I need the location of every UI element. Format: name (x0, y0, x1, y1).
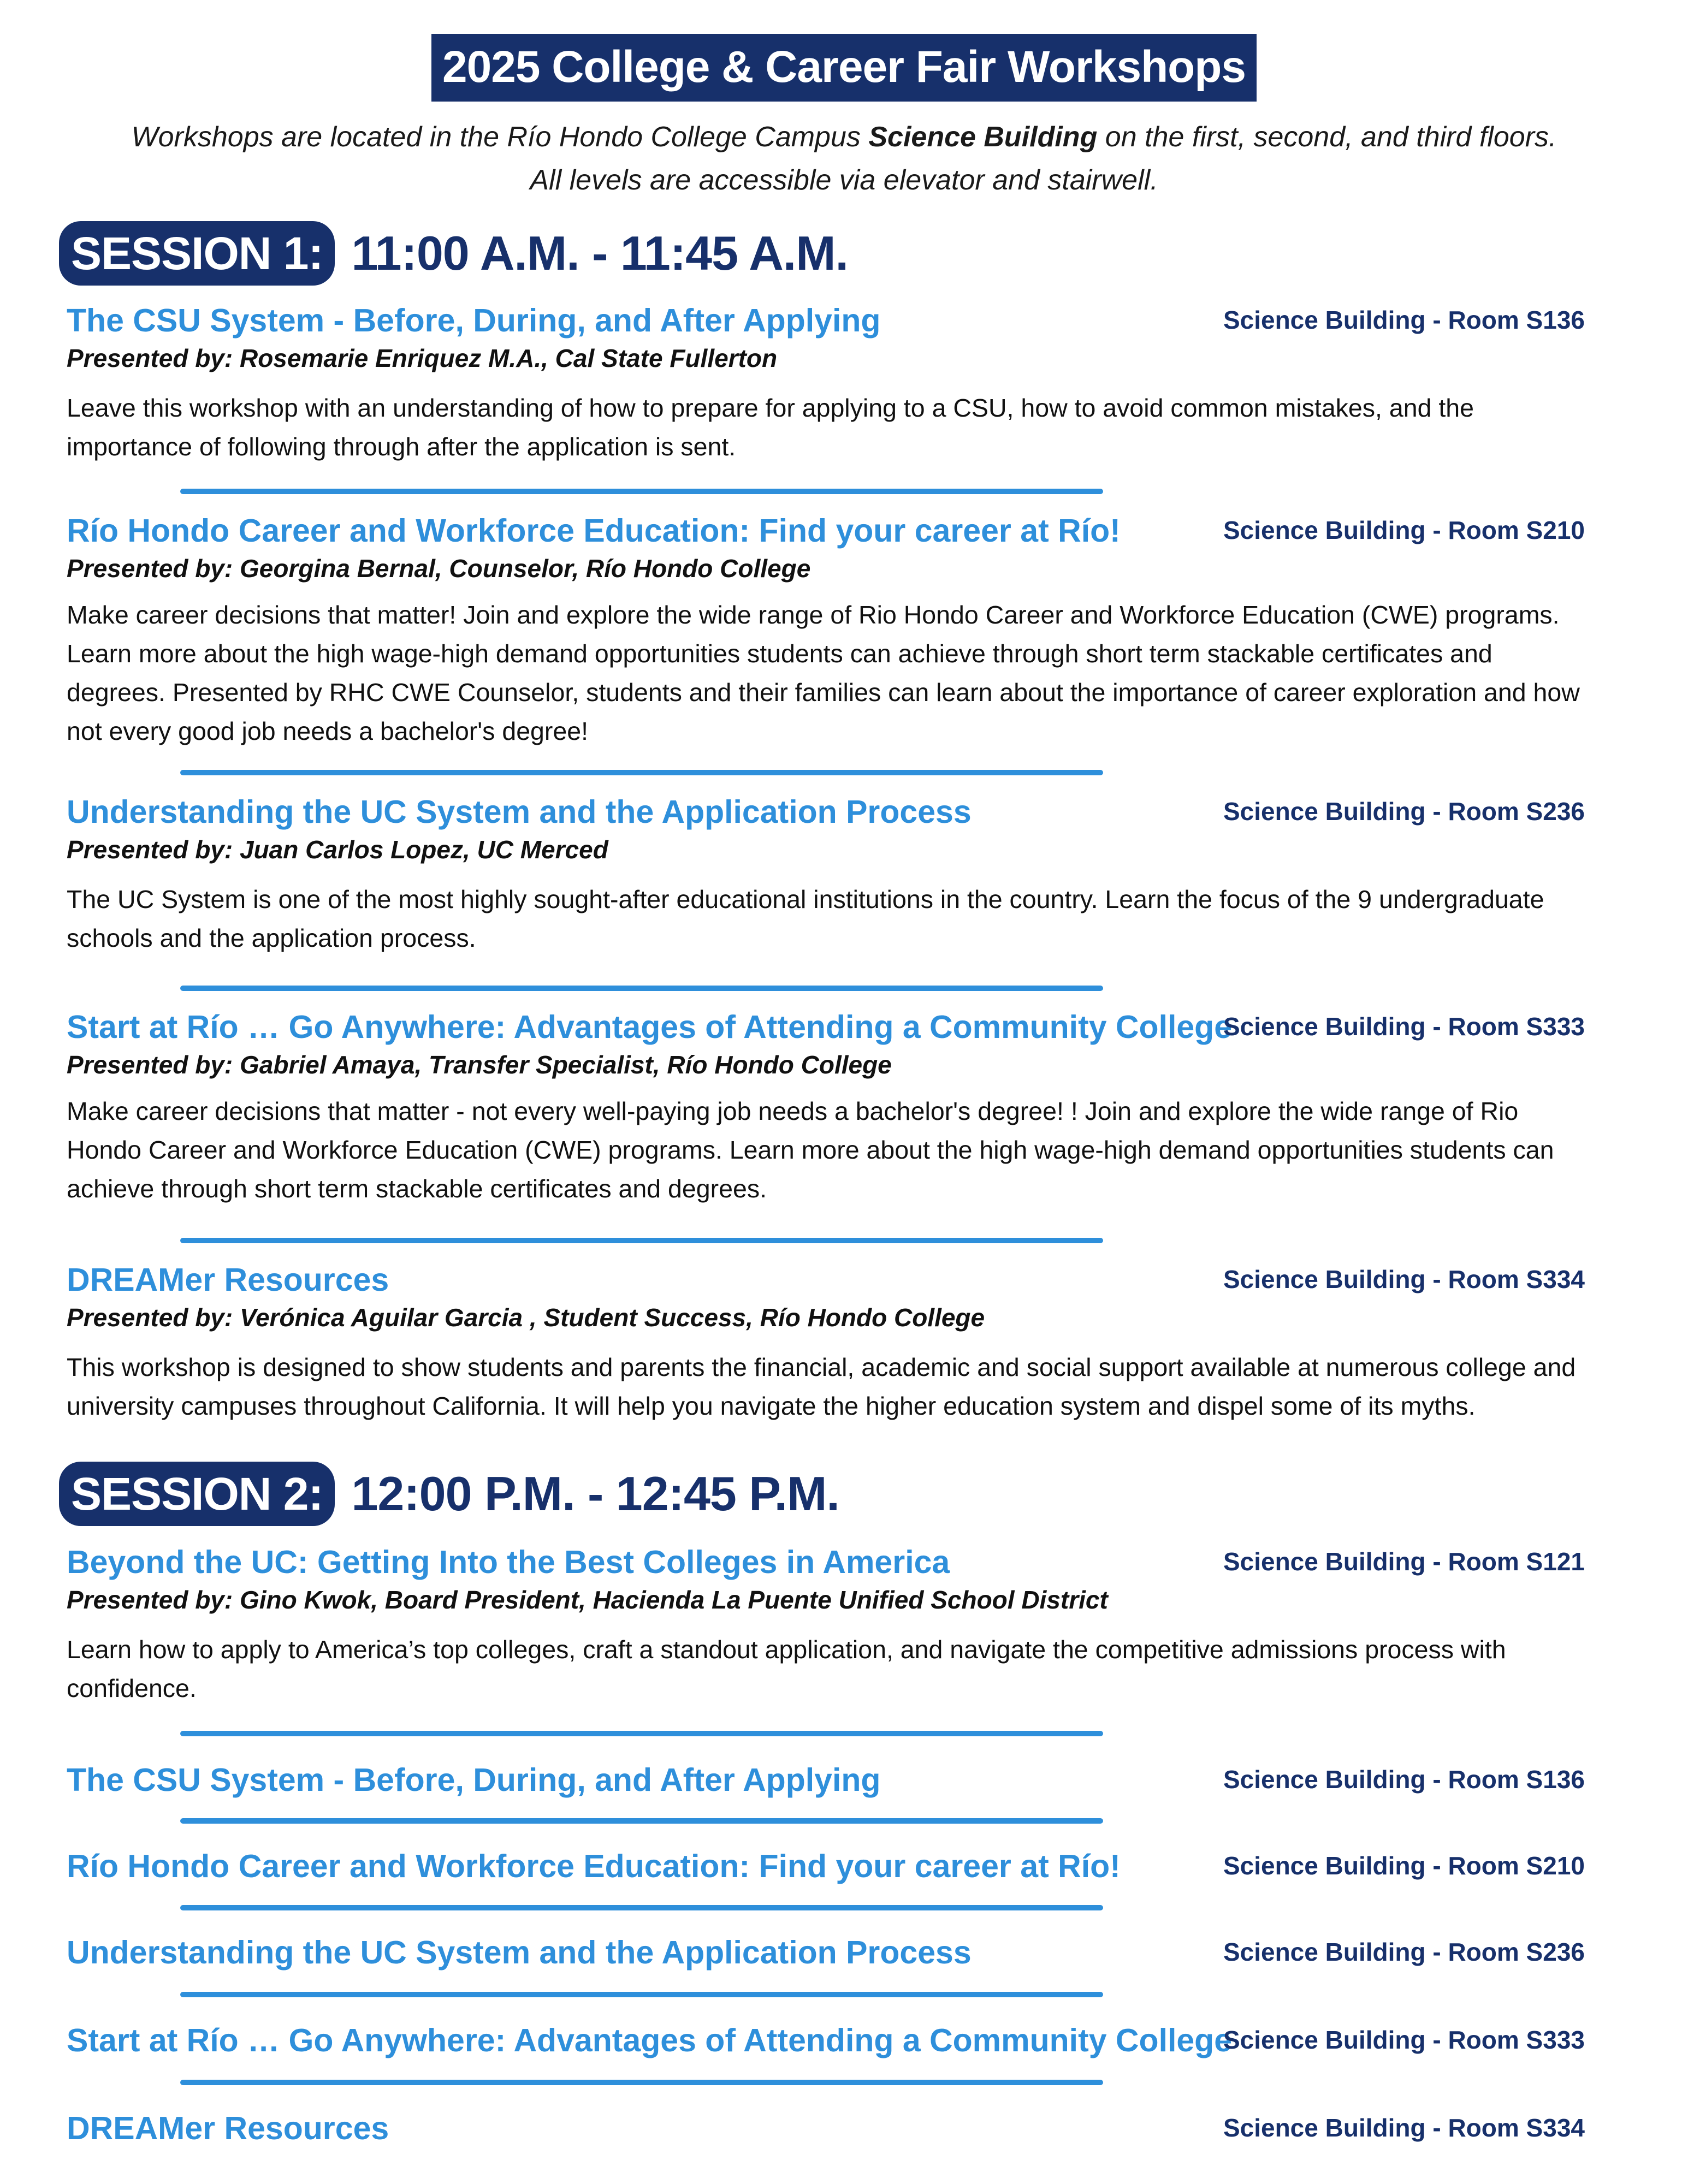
section-divider (180, 770, 1103, 775)
workshop-title: Start at Río … Go Anywhere: Advantages of Attending a Community College (67, 2022, 1233, 2058)
session-2-header (59, 1462, 839, 1526)
section-divider (180, 986, 1103, 991)
workshop-description: Learn how to apply to America’s top colleges, craft a standout application, and navigate the competitive admissions process with confidence. (67, 1635, 1506, 1702)
workshop-title: Beyond the UC: Getting Into the Best Colleges in America (67, 1544, 950, 1580)
subtitle-text: Workshops are located in the Río Hondo College Campus (131, 121, 869, 153)
workshop-s1-2 (67, 512, 1585, 751)
workshop-title: Río Hondo Career and Workforce Education: Find your career at Río! (67, 513, 1121, 549)
workshop-s2-5 (67, 2021, 1585, 2060)
workshop-description: Make career decisions that matter - not every well-paying job needs a bachelor's degree! ! Join and explore the wide range of Rio Hondo Career and Workforce Education (CWE) programs. Learn more about the high wage-high demand opportunities students can achieve through short term stackable certificates and degrees. (67, 1097, 1554, 1203)
workshop-presenter: Presented by: Verónica Aguilar Garcia , Student Success, Río Hondo College (67, 1303, 985, 1332)
workshop-room: Science Building - Room S236 (1223, 1938, 1585, 1966)
workshop-s1-3 (67, 793, 1585, 958)
section-divider (180, 2080, 1103, 2085)
workshop-room: Science Building - Room S210 (1223, 516, 1585, 544)
subtitle-line-2: All levels are accessible via elevator and stairwell. (530, 164, 1158, 196)
workshop-s2-3 (67, 1847, 1585, 1885)
section-divider (180, 1992, 1103, 1997)
workshop-room: Science Building - Room S136 (1223, 306, 1585, 334)
session-1-badge: SESSION 1: (59, 221, 335, 286)
page-title: 2025 College & Career Fair Workshops (431, 34, 1257, 102)
workshop-title: The CSU System - Before, During, and After Applying (67, 1762, 881, 1798)
title-wrap (0, 34, 1688, 102)
workshop-presenter: Presented by: Gino Kwok, Board President, Hacienda La Puente Unified School District (67, 1586, 1108, 1614)
section-divider (180, 489, 1103, 494)
workshop-title: DREAMer Resources (67, 2110, 389, 2146)
subtitle-building: Science Building (868, 121, 1098, 153)
section-divider (180, 1731, 1103, 1736)
workshop-description: Make career decisions that matter! Join and explore the wide range of Rio Hondo Career and Workforce Education (CWE) programs. Learn more about the high wage-high demand opportunities students can achieve through short term stackable certificates and degrees. Presented by RHC CWE Counselor, students and their families can learn about the importance of career exploration and how not every good job needs a bachelor's degree! (67, 601, 1580, 745)
workshop-room: Science Building - Room S136 (1223, 1765, 1585, 1794)
workshop-s2-6 (67, 2109, 1585, 2147)
session-2-badge: SESSION 2: (59, 1462, 335, 1526)
workshop-room: Science Building - Room S121 (1223, 1547, 1585, 1576)
workshop-description: This workshop is designed to show students and parents the financial, academic and social support available at numerous college and university campuses throughout California. It will help you navigate the higher education system and dispel some of its myths. (67, 1353, 1576, 1420)
workshop-room: Science Building - Room S210 (1223, 1851, 1585, 1880)
workshop-title: Start at Río … Go Anywhere: Advantages of Attending a Community College (67, 1009, 1233, 1045)
subtitle-line-1 (0, 116, 1688, 159)
workshop-presenter: Presented by: Rosemarie Enriquez M.A., Cal State Fullerton (67, 344, 778, 372)
session-2-time: 12:00 P.M. - 12:45 P.M. (351, 1467, 839, 1521)
workshop-title: Understanding the UC System and the Application Process (67, 1934, 972, 1971)
section-divider (180, 1905, 1103, 1910)
workshop-room: Science Building - Room S333 (1223, 1012, 1585, 1041)
workshop-s1-1 (67, 301, 1585, 466)
session-1-header (59, 221, 848, 286)
section-divider (180, 1818, 1103, 1824)
workshop-s2-1 (67, 1543, 1585, 1708)
session-1-time: 11:00 A.M. - 11:45 A.M. (351, 226, 848, 280)
workshop-room: Science Building - Room S333 (1223, 2026, 1585, 2054)
workshop-title: Río Hondo Career and Workforce Education: Find your career at Río! (67, 1848, 1121, 1884)
workshop-description: The UC System is one of the most highly sought-after educational institutions in the country. Learn the focus of the 9 undergraduate schools and the application process. (67, 885, 1544, 952)
workshop-s2-4 (67, 1933, 1585, 1972)
workshop-s2-2 (67, 1761, 1585, 1799)
section-divider (180, 1238, 1103, 1243)
workshop-title: DREAMer Resources (67, 1262, 389, 1298)
subtitle-text: on the first, second, and third floors. (1097, 121, 1557, 153)
workshop-s1-4 (67, 1008, 1585, 1208)
subtitle (0, 116, 1688, 202)
workshop-room: Science Building - Room S236 (1223, 797, 1585, 826)
workshop-room: Science Building - Room S334 (1223, 2114, 1585, 2142)
workshop-presenter: Presented by: Juan Carlos Lopez, UC Merced (67, 835, 608, 864)
workshop-room: Science Building - Room S334 (1223, 1265, 1585, 1293)
workshop-presenter: Presented by: Georgina Bernal, Counselor, Río Hondo College (67, 554, 811, 583)
workshop-s1-5 (67, 1261, 1585, 1426)
workshop-title: Understanding the UC System and the Application Process (67, 794, 972, 830)
workshop-description: Leave this workshop with an understanding of how to prepare for applying to a CSU, how to avoid common mistakes, and the importance of following through after the application is sent. (67, 394, 1474, 461)
workshop-title: The CSU System - Before, During, and After Applying (67, 302, 881, 339)
workshop-presenter: Presented by: Gabriel Amaya, Transfer Specialist, Río Hondo College (67, 1051, 892, 1079)
